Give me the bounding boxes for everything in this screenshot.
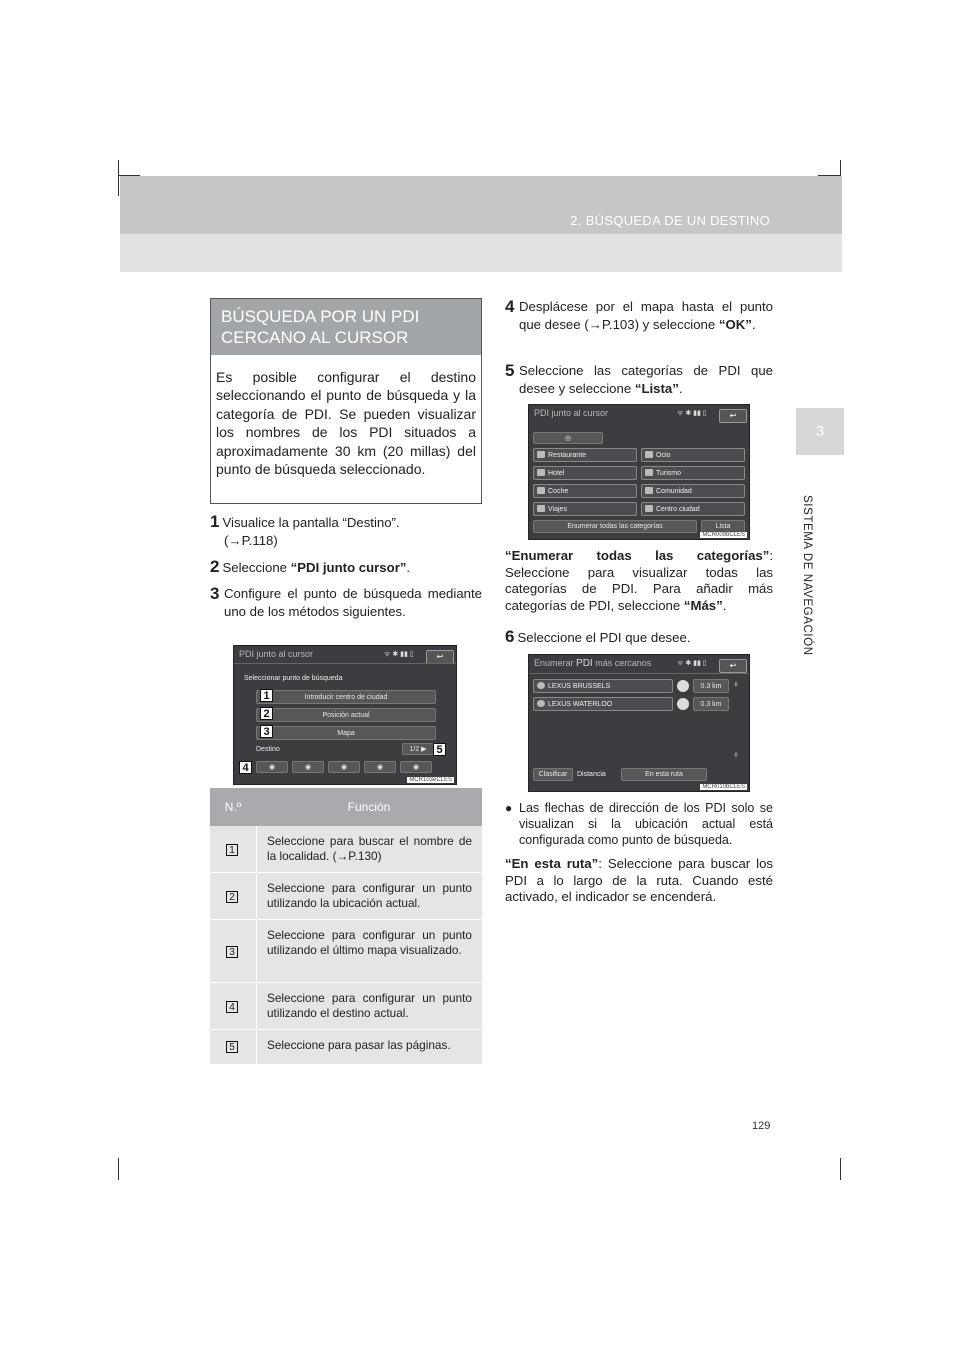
crop-mark [118, 1158, 119, 1180]
step-number: 3 [210, 584, 220, 603]
title-part: Enumerar [534, 658, 577, 668]
category-hotel[interactable] [533, 466, 637, 480]
step-text: Configure el punto de búsqueda mediante uno de los métodos siguientes. [224, 586, 482, 619]
row-number: 1 [226, 844, 238, 856]
bed-icon [537, 469, 545, 476]
poi-item[interactable] [533, 679, 673, 693]
back-icon[interactable]: ↩ [719, 659, 747, 673]
current-position-button[interactable]: Posición actual [256, 708, 436, 722]
divider [234, 663, 456, 664]
callout-marker: 4 [239, 761, 252, 774]
search-point-icon[interactable]: ◎ [533, 432, 603, 444]
sort-button[interactable]: Clasificar [533, 768, 573, 781]
chapter-side-label: SISTEMA DE NAVEGACIÓN [801, 495, 813, 656]
back-icon[interactable]: ↩ [426, 650, 454, 664]
direction-arrow-icon [677, 698, 689, 710]
list-button[interactable]: Lista [701, 520, 745, 533]
step-number: 1 [210, 512, 220, 531]
screen-pdi-junto-cursor [233, 645, 457, 785]
step-3 [210, 585, 482, 620]
step-text: Seleccione [222, 560, 291, 575]
category-viajes[interactable] [533, 502, 637, 516]
image-code: MCR010bCLES [702, 784, 745, 790]
destination-slot[interactable]: ◉ [256, 761, 288, 773]
table-header [210, 788, 482, 826]
signal-icon: ᯤ ✱ ▮▮ ▯ [384, 651, 414, 658]
step-number: 4 [505, 297, 515, 316]
category-ocio[interactable] [641, 448, 745, 462]
step-ref: (→P.118) [224, 532, 278, 548]
step-6 [505, 628, 773, 647]
row-number: 5 [226, 1041, 238, 1053]
table-row [210, 873, 482, 920]
screen-title [534, 658, 651, 669]
lexus-logo-icon [537, 700, 545, 707]
step-text: Seleccione el PDI que desee. [517, 630, 691, 645]
section-title: BÚSQUEDA POR UN PDI CERCANO AL CURSOR [211, 299, 481, 355]
back-icon[interactable]: ↩ [719, 409, 747, 423]
page-button[interactable]: 1/2 ▶ [402, 743, 434, 755]
category-label: Coche [548, 487, 569, 495]
car-icon [537, 487, 545, 494]
destination-slot[interactable]: ◉ [400, 761, 432, 773]
page-indicator: 1/2 [409, 745, 420, 753]
category-comunidad[interactable] [641, 484, 745, 498]
title-part: más cercanos [592, 658, 652, 668]
note-bold: “Enumerar todas las categorías” [505, 548, 770, 563]
lexus-logo-icon [537, 682, 545, 689]
screen-title: PDI junto al cursor [239, 649, 314, 659]
step-number: 6 [505, 627, 515, 646]
crop-mark [840, 1158, 841, 1180]
row-number: 3 [226, 946, 238, 958]
category-label: Centro ciudad [656, 505, 700, 513]
row-text: Seleccione para buscar el nombre de la localidad. (→P.130) [257, 826, 482, 872]
row-text: Seleccione para configurar un punto utilizando el último mapa visualizado. [257, 920, 482, 982]
step-text-end: . [751, 316, 756, 332]
step-1 [210, 513, 482, 549]
city-center-button[interactable]: Introducir centro de ciudad [256, 690, 436, 704]
step-number: 2 [210, 557, 220, 576]
bullet-text: Las flechas de dirección de los PDI solo se visualizan si la ubicación actual está configurada como punto de búsqueda. [519, 801, 773, 847]
note-bold-2: “Más” [683, 597, 723, 613]
plane-icon [537, 505, 545, 512]
note-text: : Seleccione para visualizar todas las categorías de PDI. Para añadir más categorías de PDI, seleccione [505, 548, 773, 613]
step-bold: “OK” [718, 316, 752, 332]
destination-slot[interactable]: ◉ [328, 761, 360, 773]
poi-distance: 0.3 km [693, 697, 729, 711]
category-restaurante[interactable] [533, 448, 637, 462]
category-turismo[interactable] [641, 466, 745, 480]
table-row [210, 826, 482, 873]
step-text: Visualice la pantalla “Destino”. [222, 515, 400, 530]
table-row [210, 983, 482, 1030]
row-text: Seleccione para pasar las páginas. [257, 1030, 482, 1064]
category-label: Restaurante [548, 451, 587, 459]
callout-marker: 1 [260, 689, 273, 702]
chapter-title: 2. BÚSQUEDA DE UN DESTINO [570, 213, 770, 228]
step-4 [505, 298, 773, 333]
step-2 [210, 558, 482, 577]
scroll-up-icon[interactable]: ⇞ [733, 682, 739, 689]
screen-heading: Seleccionar punto de búsqueda [244, 675, 343, 682]
enumerate-all-button[interactable]: Enumerar todas las categorías [533, 520, 697, 533]
direction-arrow-icon [677, 680, 689, 692]
destination-slot[interactable]: ◉ [364, 761, 396, 773]
signal-icon: ᯤ ✱ ▮▮ ▯ [677, 410, 707, 417]
note-bold: “En esta ruta” [505, 856, 599, 871]
divider [529, 673, 749, 674]
step-5 [505, 362, 773, 397]
community-icon [645, 487, 653, 494]
sort-label: Distancia [577, 771, 606, 778]
header-subband [120, 234, 842, 272]
category-label: Hotel [548, 469, 565, 477]
category-label: Turismo [656, 469, 682, 477]
poi-item[interactable] [533, 697, 673, 711]
category-label: Viajes [548, 505, 567, 513]
category-coche[interactable] [533, 484, 637, 498]
crop-mark [118, 160, 119, 196]
step-text: Desplácese por el mapa hasta el punto que desee (→P.103) y seleccione [519, 299, 773, 332]
table-row [210, 1030, 482, 1065]
callout-marker: 3 [260, 725, 273, 738]
col-number: N.º [224, 800, 242, 814]
destination-slot[interactable]: ◉ [292, 761, 324, 773]
title-part: PDI [576, 658, 593, 669]
row-number: 2 [226, 891, 238, 903]
scroll-down-icon[interactable]: ⇟ [733, 752, 739, 759]
screen-nearest-poi [528, 654, 750, 792]
note-text-end: . [722, 597, 727, 613]
signal-icon: ᯤ ✱ ▮▮ ▯ [677, 660, 707, 667]
city-icon [645, 505, 653, 512]
callout-marker: 2 [260, 707, 273, 720]
poi-name: LEXUS WATERLOO [548, 700, 613, 708]
row-number: 4 [226, 1001, 238, 1013]
enumerate-note [505, 548, 773, 614]
step-bold: “Lista” [634, 380, 679, 396]
row-text: Seleccione para configurar un punto utilizando el destino actual. [257, 983, 482, 1029]
image-code: MCR103eCLES [409, 777, 452, 783]
section-intro: Es posible configurar el destino seleccionando el punto de búsqueda y la categoría de PDI. Se pueden visualizar los nombres de los PDI situados a aproximadamente 30 km (20 millas) del punto de búsqueda seleccionado. [216, 369, 476, 478]
col-function: Función [347, 800, 391, 814]
leisure-icon [645, 451, 653, 458]
category-centro-ciudad[interactable] [641, 502, 745, 516]
destination-label: Destino [256, 746, 280, 753]
poi-distance: 0.3 km [693, 679, 729, 693]
step-text-end: . [678, 380, 683, 396]
map-button[interactable]: Mapa [256, 726, 436, 740]
screen-title: PDI junto al cursor [534, 408, 609, 418]
callout-marker: 5 [433, 743, 446, 756]
note-text: : Seleccione para buscar los PDI a lo largo de la ruta. Cuando esté activado, el indicador se encenderá. [505, 856, 773, 905]
step-text: Seleccione las categorías de PDI que desee y seleccione [519, 363, 773, 396]
step-text-end: . [406, 560, 411, 575]
bullet-icon: ● [505, 801, 513, 815]
bullet-note [505, 800, 773, 848]
poi-name: LEXUS BRUSSELS [548, 682, 611, 690]
category-label: Ocio [656, 451, 671, 459]
image-code: MCR009bCLES [702, 532, 745, 538]
category-label: Comunidad [656, 487, 692, 495]
step-bold: “PDI junto cursor” [290, 560, 407, 575]
function-table [210, 788, 482, 1065]
row-text: Seleccione para configurar un punto utilizando la ubicación actual. [257, 873, 482, 919]
route-note [505, 856, 773, 906]
chapter-tab: 3 [796, 408, 844, 455]
camera-icon [645, 469, 653, 476]
fork-knife-icon [537, 451, 545, 458]
table-row [210, 920, 482, 983]
page-number: 129 [752, 1120, 771, 1132]
step-number: 5 [505, 361, 515, 380]
screen-category-select [528, 404, 750, 540]
on-route-button[interactable]: En esta ruta [621, 768, 707, 781]
